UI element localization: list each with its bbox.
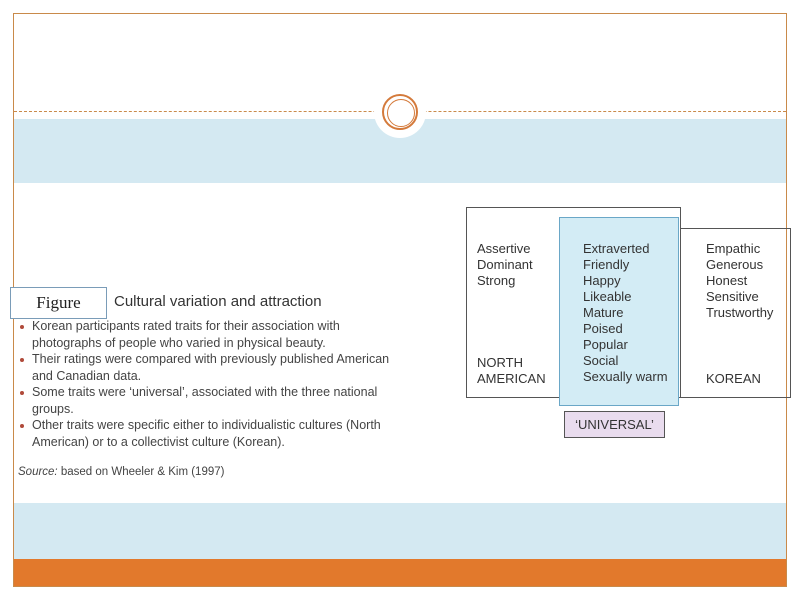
- footer-accent-bar: [14, 559, 786, 586]
- trait-item: Strong: [477, 273, 516, 288]
- figure-title: Cultural variation and attraction: [114, 293, 322, 310]
- trait-item: Empathic: [706, 241, 761, 256]
- universal-traits: [583, 241, 668, 385]
- trait-item: Sexually warm: [583, 369, 668, 384]
- trait-item: Generous: [706, 257, 764, 272]
- trait-item: Social: [583, 353, 619, 368]
- figure-source: [18, 466, 224, 478]
- circle-ornament-icon: [382, 94, 418, 130]
- source-label: Source:: [18, 466, 58, 478]
- north-american-label-line1: NORTH: [477, 355, 523, 370]
- trait-item: Sensitive: [706, 289, 759, 304]
- trait-item: Honest: [706, 273, 748, 288]
- trait-item: Mature: [583, 305, 624, 320]
- bullet-item: Other traits were specific either to individualistic cultures (North American) or to a collectivist culture (Korean).: [18, 417, 398, 450]
- trait-item: Likeable: [583, 289, 632, 304]
- universal-label-box: ‘UNIVERSAL’: [564, 411, 665, 438]
- trait-item: Assertive: [477, 241, 531, 256]
- north-american-label: [477, 355, 546, 387]
- trait-item: Dominant: [477, 257, 533, 272]
- source-text: based on Wheeler & Kim (1997): [57, 466, 225, 478]
- north-american-label-line2: AMERICAN: [477, 371, 546, 386]
- bullet-item: Their ratings were compared with previously published American and Canadian data.: [18, 351, 398, 384]
- trait-item: Popular: [583, 337, 628, 352]
- trait-item: Friendly: [583, 257, 630, 272]
- figure-label-box: Figure: [10, 287, 107, 319]
- trait-item: Extraverted: [583, 241, 650, 256]
- korean-traits: [706, 241, 773, 321]
- trait-item: Poised: [583, 321, 623, 336]
- bullet-item: Some traits were ‘universal’, associated with the three national groups.: [18, 384, 398, 417]
- trait-item: Happy: [583, 273, 621, 288]
- trait-item: Trustworthy: [706, 305, 774, 320]
- figure-bullet-list: [18, 318, 398, 450]
- bullet-item: Korean participants rated traits for their association with photographs of people who varied in physical beauty.: [18, 318, 398, 351]
- north-american-traits: [477, 241, 533, 289]
- bottom-color-band: [14, 503, 786, 559]
- korean-label: KOREAN: [706, 371, 761, 386]
